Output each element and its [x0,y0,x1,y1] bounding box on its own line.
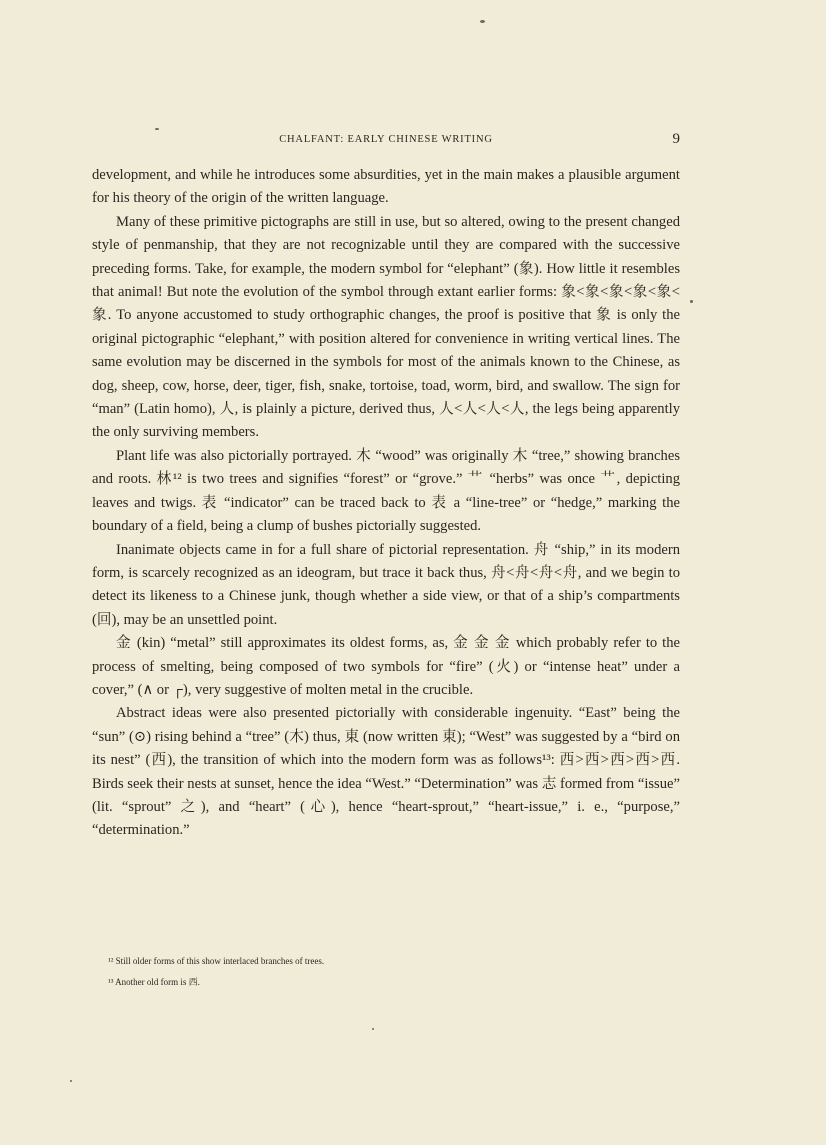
ink-speck [372,1028,374,1030]
ink-speck [70,1080,72,1082]
body-text [92,164,680,843]
paragraph-5: 金 (kin) “metal” still approximates its oldest forms, as, 金 金 金 which probably refer to the process of smelting, being composed of two symbols for “fire” (火) or “intense heat” under a cover,” (∧ or ┌), very suggestive of molten metal in the crucible. [92,635,680,698]
paragraph-2: Many of these primitive pictographs are still in use, but so altered, owing to the present changed style of penmanship, that they are not recognizable until they are compared with the successive preceding forms. Take, for example, the modern symbol for “elephant” (象). How little it resembles that animal! But note the evolution of the symbol through extant earlier forms: 象<象<象<象<象<象. To anyone accustomed to study orthographic changes, the proof is positive that 象 is only the original pictographic “elephant,” with position altered for convenience in writing vertical lines. The same evolution may be discerned in the symbols for most of the animals known to the Chinese, as dog, sheep, cow, horse, deer, tiger, fish, snake, tortoise, toad, worm, bird, and swallow. The sign for “man” (Latin homo), 人, is plainly a picture, derived thus, 人<人<人<人, the legs being apparently the only surviving members. [92,213,680,441]
paragraph-3: Plant life was also pictorially portrayed. 木 “wood” was originally 木 “tree,” showing branches and roots. 林¹² is two trees and signifies “forest” or “grove.” 艹 “herbs” was once 艹, depicting leaves and twigs. 表 “indicator” can be traced back to 表 a “line-tree” or “hedge,” marking the boundary of a field, being a clump of bushes pictorially suggested. [92,447,680,535]
ink-speck [480,20,485,23]
ink-speck [690,300,693,303]
running-head: CHALFANT: EARLY CHINESE WRITING [279,134,493,145]
footnote-13: ¹³ Another old form is 西. [108,977,200,987]
paragraph-4: Inanimate objects came in for a full share of pictorial representation. 舟 “ship,” in its modern form, is scarcely recognized as an ideogram, but trace it back thus, 舟<舟<舟<舟, and we begin to detect its likeness to a Chinese junk, though whether a side view, or that of a ship’s compartments (回), may be an unsettled point. [92,541,680,628]
paragraph-6: Abstract ideas were also presented pictorially with considerable ingenuity. “East” being the “sun” (⊙) rising behind a “tree” (木) thus, 東 (now written 東); “West” was suggested by a “bird on its nest” (西), the transition of which into the modern form was as follows¹³: 西>西>西>西>西. Birds seek their nests at sunset, hence the idea “West.” “Determination” was 志 formed from “issue” (lit. “sprout” 之), and “heart” (心), hence “heart-sprout,” “heart-issue,” i. e., “purpose,” “determination.” [92,705,680,839]
paragraph-1: development, and while he introduces some absurdities, yet in the main makes a plausible argument for his theory of the origin of the written language. [92,167,680,207]
page-number: 9 [672,131,680,147]
footnotes [108,951,668,993]
ink-speck [155,128,159,130]
page-header [92,131,680,154]
footnote-12: ¹² Still older forms of this show interlaced branches of trees. [108,956,325,966]
